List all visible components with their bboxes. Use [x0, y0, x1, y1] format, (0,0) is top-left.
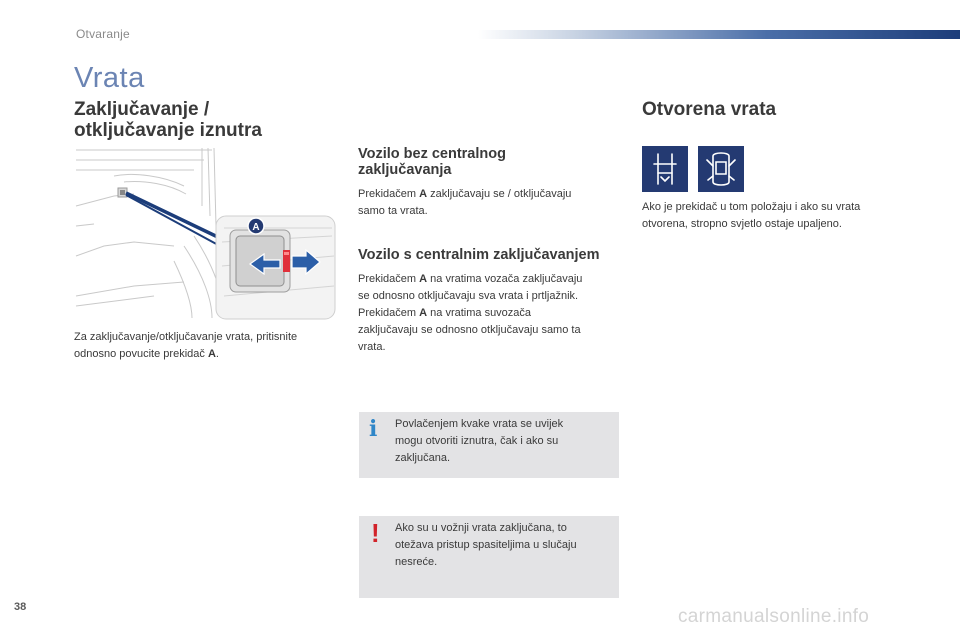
right-heading: Otvorena vrata — [642, 99, 777, 120]
section2-l1-post: na vratima vozača zaključavaju — [430, 273, 583, 285]
section2-line3 — [358, 305, 633, 322]
car-door-open-icon — [698, 146, 744, 192]
warning-note-line1: Ako su u vožnji vrata zaključana, to — [395, 522, 567, 534]
right-line2: otvorena, stropno svjetlo ostaje upaljeno. — [642, 218, 842, 230]
warning-note-line2: otežava pristup spasiteljima u slučaju — [395, 539, 577, 551]
section-central-lock — [358, 247, 633, 356]
info-note-line3: zaključana. — [395, 452, 451, 464]
door-switch-illustration — [74, 146, 336, 320]
section-label: Otvaranje — [76, 27, 130, 41]
info-note-line2: mogu otvoriti iznutra, čak i ako su — [395, 435, 559, 447]
warning-note — [359, 516, 619, 598]
right-line1: Ako je prekidač u tom položaju i ako su vrata — [642, 201, 861, 213]
right-heading-block — [642, 99, 776, 120]
section2-l1-pre: Prekidačem — [358, 273, 417, 285]
info-note-line1: Povlačenjem kvake vrata se uvijek — [395, 418, 564, 430]
left-caption-end: . — [215, 348, 219, 360]
section-no-central-lock — [358, 146, 628, 220]
car-door-lock-icon — [642, 146, 688, 192]
section1-text-post: zaključavaju se / otključavaju — [430, 188, 572, 200]
door-switch-drawing — [74, 146, 336, 320]
page-title: Vrata — [74, 62, 145, 94]
info-note — [359, 412, 619, 478]
section2-l3-post: na vratima suvozača — [430, 307, 532, 319]
left-heading-line1: Zaključavanje / — [74, 99, 210, 120]
warning-note-line3: nesreće. — [395, 556, 438, 568]
section2-line5: vrata. — [358, 341, 386, 353]
section2-line1 — [358, 271, 633, 288]
watermark: carmanualsonline.info — [678, 606, 870, 627]
warning-icon: ! — [371, 518, 380, 548]
left-caption-line1: Za zaključavanje/otključavanje vrata, pritisnite — [74, 331, 298, 343]
right-text — [642, 199, 942, 233]
section1-heading-line2: zaključavanja — [358, 162, 452, 178]
section2-heading: Vozilo s centralnim zaključavanjem — [358, 247, 600, 263]
section2-line2: se odnosno otključavaju sva vrata i prtljažnik. — [358, 290, 579, 302]
section1-text-pre: Prekidačem — [358, 188, 417, 200]
section2-line4: zaključavaju se odnosno otključavaju samo ta — [358, 324, 581, 336]
left-caption-key: A — [207, 348, 216, 360]
page-number: 38 — [14, 601, 27, 613]
door-lock-tile — [642, 146, 688, 192]
section1-p-line1 — [358, 186, 628, 203]
left-heading-block — [74, 99, 262, 141]
left-heading-line2: otključavanje iznutra — [74, 120, 262, 141]
door-open-tile — [698, 146, 744, 192]
section2-l3-pre: Prekidačem — [358, 307, 417, 319]
illustration-label-a: A — [252, 222, 260, 233]
section1-key: A — [419, 188, 428, 200]
header-gradient-bar — [478, 30, 960, 39]
section1-heading-line1: Vozilo bez centralnog — [358, 146, 506, 162]
section1-p-line2: samo ta vrata. — [358, 205, 428, 217]
section2-l1-key: A — [419, 273, 428, 285]
left-caption — [74, 329, 344, 363]
left-caption-line2 — [74, 346, 344, 363]
section2-l3-key: A — [419, 307, 428, 319]
left-caption-text: odnosno povucite prekidač — [74, 348, 205, 360]
info-icon: i — [369, 416, 378, 442]
